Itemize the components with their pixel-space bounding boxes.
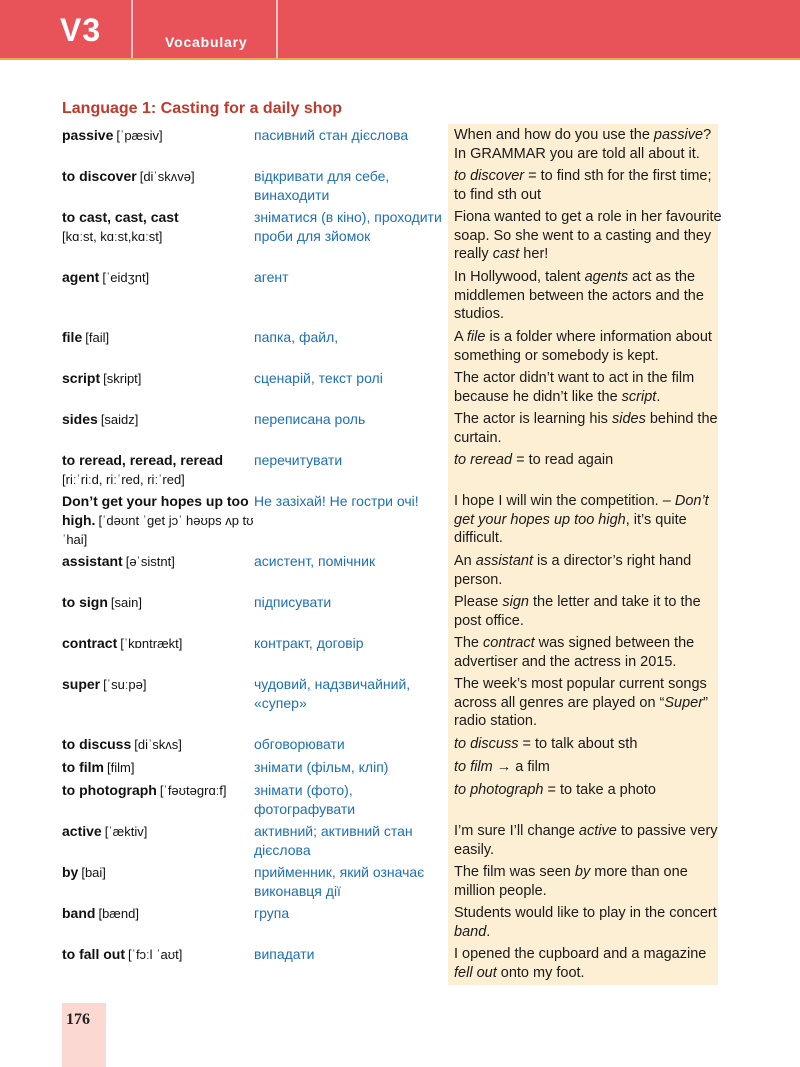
vocab-term: to reread, reread, reread [riːˈriːd, riːˈred, riːˈred] [62,452,224,487]
vocab-row [62,552,722,593]
vocab-term: to cast, cast, cast [kɑːst, kɑːst,kɑːst] [62,209,179,244]
vocab-term: by [bai] [62,864,106,880]
vocab-row [62,945,722,986]
vocab-row [62,758,722,781]
vocab-term: passive [ˈpæsiv] [62,127,163,143]
vocab-row [62,208,722,268]
vocab-row [62,781,722,822]
vocab-translation: підписувати [254,594,332,610]
vocab-translation: знімати (фото), фотографувати [254,782,356,817]
vocab-example: Please sign the letter and take it to the post office. [454,594,701,629]
vocab-row [62,822,722,863]
vocab-translation: чудовий, надзвичайний, «супер» [254,676,411,711]
vocab-term: assistant [əˈsistnt] [62,553,175,569]
vocab-term: to film [film] [62,759,135,775]
vocab-row [62,904,722,945]
section-title: Language 1: Casting for a daily shop [62,100,343,117]
vocab-translation: активний; активний стан дієслова [254,823,413,858]
vocab-term: band [bænd] [62,905,139,921]
vocab-row [62,369,722,410]
vocab-example: When and how do you use the passive? In GRAMMAR you are told all about it. [454,127,712,162]
section-label: Vocabulary [165,34,248,50]
vocab-example: The week’s most popular current songs across all genres are played on “Super” radio station. [454,676,708,729]
vocab-translation: асистент, помічник [254,553,376,569]
header-divider [276,0,278,58]
vocab-example: to discuss = to talk about sth [454,736,638,752]
vocab-example: A file is a folder where information about something or somebody is kept. [454,329,712,364]
vocab-example: In Hollywood, talent agents act as the middlemen between the actors and the studios. [454,269,704,322]
vocab-term: to discuss [diˈskʌs] [62,736,182,752]
header-underline [0,58,800,60]
vocab-translation: відкривати для себе, винаходити [254,168,390,203]
vocab-row [62,268,722,328]
vocab-example: Students would like to play in the concert band. [454,905,717,940]
vocab-term: to sign [sain] [62,594,142,610]
vocab-row [62,167,722,208]
vocab-translation: обговорювати [254,736,345,752]
vocab-translation: прийменник, який означає виконавця дії [254,864,425,899]
vocab-example: Fiona wanted to get a role in her favourite soap. So she went to a casting and they really cast her! [454,209,722,262]
vocab-example: to photograph = to take a photo [454,782,656,798]
vocab-translation: переписана роль [254,411,366,427]
vocab-term: script [skript] [62,370,142,386]
vocab-example: The actor is learning his sides behind the curtain. [454,411,718,446]
vocab-term: agent [ˈeidʒnt] [62,269,150,285]
vocab-translation: папка, файл, [254,329,339,345]
vocab-term: active [ˈæktiv] [62,823,148,839]
vocab-row [62,863,722,904]
vocab-example: I opened the cupboard and a magazine fell out onto my foot. [454,946,707,981]
unit-code: V3 [60,12,102,48]
vocab-translation: зніматися (в кіно), проходити проби для зйомок [254,209,442,244]
vocab-row [62,410,722,451]
vocab-translation: агент [254,269,289,285]
vocab-example: to discover = to find sth for the first time; to find sth out [454,168,712,203]
vocab-term: file [fail] [62,329,110,345]
vocab-example: I hope I will win the competition. – Don’t get your hopes up too high, it’s quite difficult. [454,493,709,546]
vocab-translation: Не зазіхай! Не гостри очі! [254,493,419,509]
vocab-row [62,492,722,552]
vocab-translation: перечитувати [254,452,343,468]
vocab-term: contract [ˈkɒntrækt] [62,635,183,651]
vocab-row [62,675,722,735]
vocab-translation: сценарій, текст ролі [254,370,383,386]
vocab-row [62,451,722,492]
vocab-translation: контракт, договір [254,635,364,651]
vocab-term: Don’t get your hopes up too high. [ˈdəʊnt ˈget jɔˈ həʊps ʌp tʊˈhai] [62,493,254,547]
page-number: 176 [66,1011,90,1028]
vocab-term: to discover [diˈskʌvə] [62,168,195,184]
vocab-example: to reread = to read again [454,452,614,468]
vocab-term: to fall out [ˈfɔːl ˈaʊt] [62,946,183,962]
vocab-row [62,126,722,167]
vocab-example: I’m sure I’ll change active to passive very easily. [454,823,718,858]
vocab-example: The film was seen by more than one million people. [454,864,688,899]
vocab-term: super [ˈsuːpə] [62,676,147,692]
vocab-translation: випадати [254,946,315,962]
vocab-row [62,634,722,675]
vocab-example: The actor didn’t want to act in the film because he didn’t like the script. [454,370,695,405]
vocabulary-list [62,126,722,986]
header-bar [0,0,800,58]
vocab-example: to film → a film [454,759,550,775]
header-divider [131,0,133,58]
vocab-example: The contract was signed between the advertiser and the actress in 2015. [454,635,695,670]
vocab-row [62,328,722,369]
vocab-translation: група [254,905,290,921]
vocab-translation: пасивний стан дієслова [254,127,409,143]
vocab-translation: знімати (фільм, кліп) [254,759,389,775]
vocab-term: to photograph [ˈfəʊtəgrɑːf] [62,782,227,798]
vocab-example: An assistant is a director’s right hand person. [454,553,692,588]
vocab-term: sides [saidz] [62,411,139,427]
vocab-row [62,735,722,758]
vocab-row [62,593,722,634]
